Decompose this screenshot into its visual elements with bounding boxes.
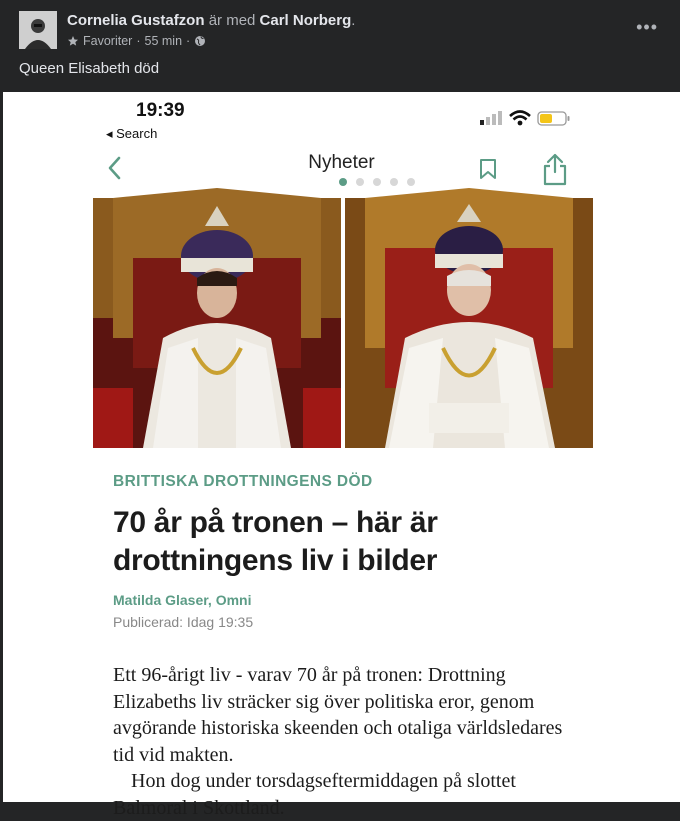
article-headline: 70 år på tronen – här är drottningens liv i bilder: [113, 506, 438, 577]
post-meta: [67, 34, 206, 48]
page-dot[interactable]: [339, 178, 347, 186]
tagged-name[interactable]: Carl Norberg: [259, 12, 352, 29]
post-header: [0, 0, 680, 92]
wifi-icon: [510, 112, 530, 126]
page-dot[interactable]: [356, 178, 364, 186]
signal-icon: [480, 111, 502, 125]
queen-old-photo: [345, 188, 593, 448]
meta-separator: ·: [186, 34, 191, 48]
queen-young-photo: [93, 188, 341, 448]
page-dot[interactable]: [390, 178, 398, 186]
bookmark-icon[interactable]: [479, 158, 497, 185]
more-options-icon[interactable]: •••: [636, 17, 658, 37]
article-paragraph: Ett 96-årigt liv - varav 70 år på tronen: Drottning Elizabeths liv sträcker sig över politiska eror, genom avgörande historiska skeenden och otaliga världsledares tid vid makten.: [113, 664, 563, 766]
meta-separator: ·: [136, 34, 141, 48]
author-name[interactable]: Cornelia Gustafzon: [67, 12, 205, 29]
author-avatar[interactable]: [19, 11, 57, 49]
globe-icon: [194, 35, 206, 47]
with-text: är med: [208, 12, 256, 29]
article-published: Publicerad: Idag 19:35: [113, 614, 254, 630]
post-author-line: [67, 12, 355, 29]
page-dot[interactable]: [407, 178, 415, 186]
post-text: Queen Elisabeth död: [19, 60, 160, 77]
article-paragraph: Hon dog under torsdagseftermiddagen på slottet Balmoral i Skottland.: [113, 770, 516, 819]
audience-label[interactable]: Favoriter: [83, 34, 133, 48]
tagged-suffix: .: [351, 12, 356, 29]
battery-icon: [538, 112, 570, 125]
page-indicator[interactable]: [339, 178, 415, 186]
status-time: 19:39: [136, 100, 185, 121]
post-time[interactable]: 55 min: [144, 34, 183, 48]
shared-screenshot[interactable]: [3, 92, 680, 819]
nav-title: Nyheter: [308, 152, 375, 173]
article-body: [113, 662, 583, 821]
article-byline[interactable]: Matilda Glaser, Omni: [113, 592, 252, 608]
back-to-search[interactable]: ◂ Search: [106, 126, 158, 141]
hero-image[interactable]: [93, 198, 593, 448]
back-chevron-icon[interactable]: [107, 156, 123, 185]
star-icon: [67, 35, 79, 47]
page-dot[interactable]: [373, 178, 381, 186]
share-icon[interactable]: [542, 152, 568, 191]
status-bar-icons: [480, 108, 572, 133]
article-kicker[interactable]: BRITTISKA DROTTNINGENS DÖD: [113, 473, 373, 490]
